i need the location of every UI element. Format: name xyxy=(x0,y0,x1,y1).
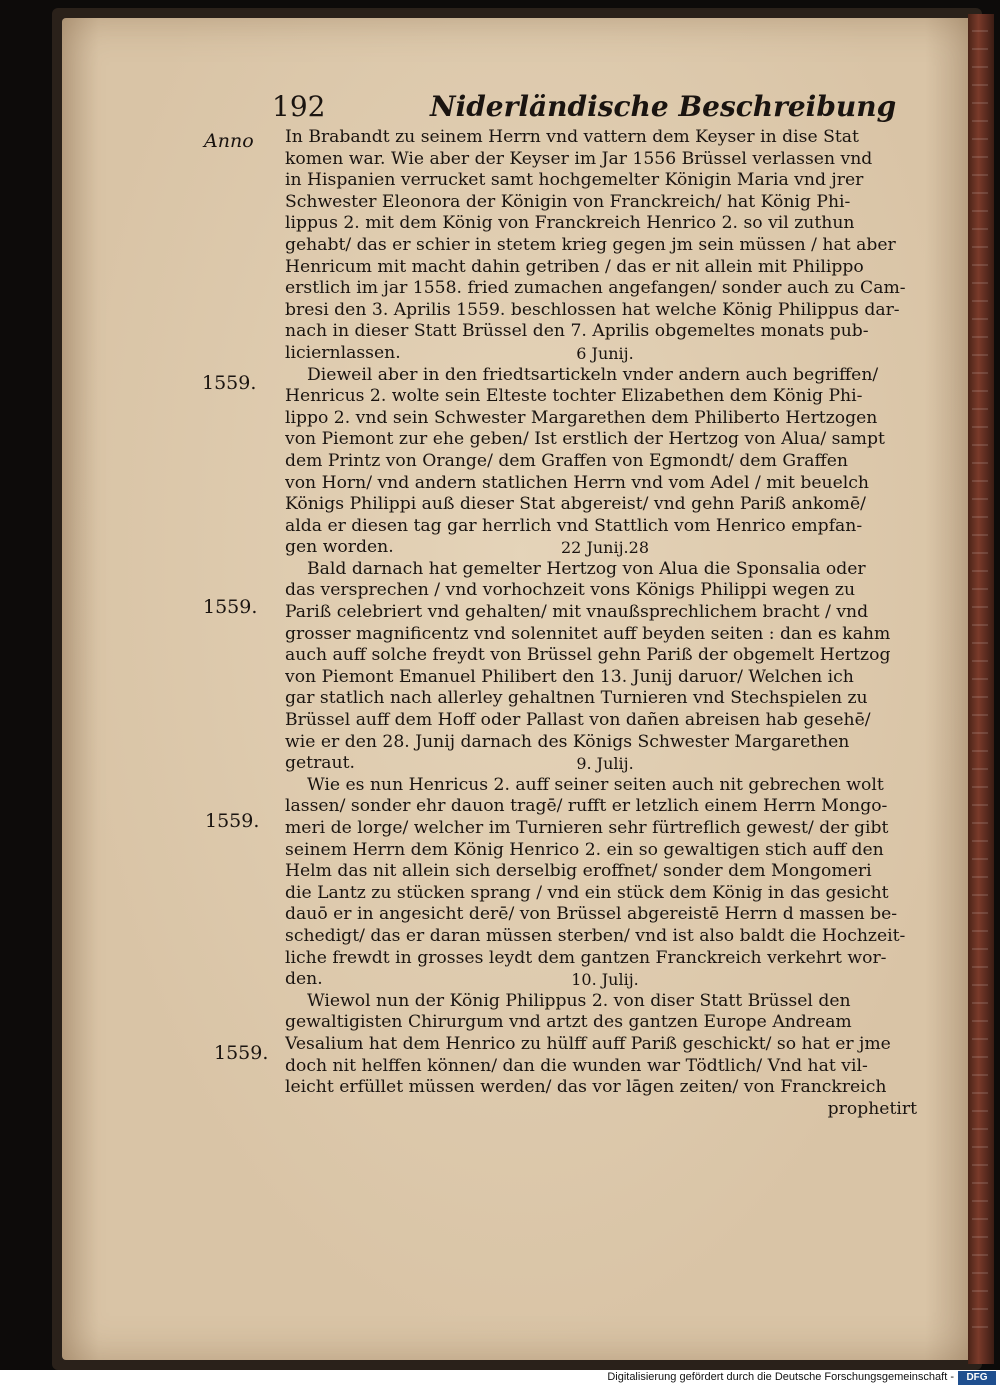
text-line: alda er diesen tag gar herrlich vnd Stattlich vom Henrico empfan- xyxy=(285,515,863,536)
text-line: den. xyxy=(285,969,323,990)
margin-year-4: 1559. xyxy=(214,1042,269,1064)
paragraph-3 xyxy=(285,559,925,775)
text-line: Henricus 2. wolte sein Elteste tochter Elizabethen dem König Phi- xyxy=(285,386,863,407)
dfg-logo: DFG xyxy=(958,1371,996,1385)
text-line: gen worden. xyxy=(285,537,394,558)
text-line: gar statlich nach allerley gehaltnen Turnieren vnd Stechspielen zu xyxy=(285,688,868,709)
text-line: Vesalium hat dem Henrico zu hülff auff Pariß geschickt/ so hat er jme xyxy=(285,1033,891,1054)
text-line: wie er den 28. Junij darnach des Königs Schwester Margarethen xyxy=(285,731,850,752)
text-line: Henricum mit macht dahin getriben / das er nit allein mit Philippo xyxy=(285,256,864,277)
margin-year-1: 1559. xyxy=(202,372,257,394)
date-note: 6 Junij. xyxy=(576,343,634,363)
text-line: das versprechen / vnd vorhochzeit vons Königs Philippi wegen zu xyxy=(285,580,856,601)
margin-year-3: 1559. xyxy=(205,810,260,832)
binding-texture xyxy=(972,30,988,1330)
paragraph-1 xyxy=(285,127,925,365)
footer-credit: Digitalisierung gefördert durch die Deutsche Forschungsgemeinschaft - xyxy=(607,1371,954,1383)
page-number: 192 xyxy=(272,90,326,123)
text-line: Königs Philippi auß dieser Stat abgereist/ vnd gehn Pariß ankomē/ xyxy=(285,494,866,515)
running-header xyxy=(272,90,912,130)
text-line: von Piemont zur ehe geben/ Ist erstlich der Hertzog von Alua/ sampt xyxy=(285,429,885,450)
text-line: gehabt/ das er schier in stetem krieg gegen jm sein müssen / hat aber xyxy=(285,234,896,255)
text-line: Bald darnach hat gemelter Hertzog von Alua die Sponsalia oder xyxy=(307,558,866,579)
text-line: komen war. Wie aber der Keyser im Jar 1556 Brüssel verlassen vnd xyxy=(285,148,873,169)
footer-bar xyxy=(0,1370,1000,1387)
margin-note-anno: Anno xyxy=(204,130,254,152)
catchword: prophetirt xyxy=(827,1098,917,1119)
text-line: leicht erfüllet müssen werden/ das vor lāgen zeiten/ von Franckreich xyxy=(285,1077,887,1098)
text-line: Helm das nit allein sich derselbig eroffnet/ sonder dem Mongomeri xyxy=(285,861,872,882)
text-line: Brüssel auff dem Hoff oder Pallast von dañen abreisen hab gesehē/ xyxy=(285,710,871,731)
text-line: von Piemont Emanuel Philibert den 13. Junij daruor/ Welchen ich xyxy=(285,666,854,687)
margin-year-2: 1559. xyxy=(203,596,258,618)
text-line: die Lantz zu stücken sprang / vnd ein stück dem König in das gesicht xyxy=(285,882,889,903)
text-line: lippus 2. mit dem König von Franckreich Henrico 2. so vil zuthun xyxy=(285,213,855,234)
paragraph-4 xyxy=(285,775,925,991)
text-line: dauō er in angesicht derē/ von Brüssel abgereistē Herrn d massen be- xyxy=(285,904,898,925)
paragraph-2 xyxy=(285,365,925,559)
date-note: 22 Junij.28 xyxy=(561,538,649,558)
text-line: getraut. xyxy=(285,753,355,774)
text-line: erstlich im jar 1558. fried zumachen angefangen/ sonder auch zu Cam- xyxy=(285,278,906,299)
text-line: Wie es nun Henricus 2. auff seiner seiten auch nit gebrechen wolt xyxy=(307,774,884,795)
text-line: In Brabandt zu seinem Herrn vnd vattern dem Keyser in dise Stat xyxy=(285,127,859,147)
text-line: liciernlassen. xyxy=(285,342,401,363)
text-line: in Hispanien verrucket samt hochgemelter Königin Maria vnd jrer xyxy=(285,170,864,191)
text-body xyxy=(285,127,925,1120)
text-line: lassen/ sonder ehr dauon tragē/ rufft er letzlich einem Herrn Mongo- xyxy=(285,796,888,817)
text-line: lippo 2. vnd sein Schwester Margarethen dem Philiberto Hertzogen xyxy=(285,407,878,428)
text-line: doch nit helffen können/ dan die wunden war Tödtlich/ Vnd hat vil- xyxy=(285,1055,868,1076)
paragraph-5 xyxy=(285,991,925,1121)
text-line: gewaltigisten Chirurgum vnd artzt des gantzen Europe Andream xyxy=(285,1012,852,1033)
text-line: Dieweil aber in den friedtsartickeln vnder andern auch begriffen/ xyxy=(307,364,879,385)
date-note: 9. Julij. xyxy=(576,754,634,774)
text-line: Pariß celebriert vnd gehalten/ mit vnaußsprechlichem bracht / vnd xyxy=(285,602,869,623)
text-line: meri de lorge/ welcher im Turnieren sehr fürtreflich gewest/ der gibt xyxy=(285,818,889,838)
text-line: dem Printz von Orange/ dem Graffen von Egmondt/ dem Graffen xyxy=(285,450,848,471)
text-line: auch auff solche freydt von Brüssel gehn Pariß der obgemelt Hertzog xyxy=(285,645,891,666)
text-line: liche frewdt in grosses leydt dem gantzen Franckreich verkehrt wor- xyxy=(285,947,887,968)
text-line: schedigt/ das er daran müssen sterben/ vnd ist also baldt die Hochzeit- xyxy=(285,925,906,946)
text-line: von Horn/ vnd andern statlichen Herrn vnd vom Adel / mit beuelch xyxy=(285,472,869,493)
page-title: Niderländische Beschreibung xyxy=(430,90,897,123)
text-line: nach in dieser Statt Brüssel den 7. Aprilis obgemeltes monats pub- xyxy=(285,321,869,342)
text-line: seinem Herrn dem König Henrico 2. ein so gewaltigen stich auff den xyxy=(285,839,884,860)
text-line: Wiewol nun der König Philippus 2. von diser Statt Brüssel den xyxy=(307,990,851,1011)
text-line: grosser magnificentz vnd solennitet auff beyden seiten : dan es kahm xyxy=(285,623,891,644)
text-line: Schwester Eleonora der Königin von Franckreich/ hat König Phi- xyxy=(285,191,851,212)
text-line: bresi den 3. Aprilis 1559. beschlossen hat welche König Philippus dar- xyxy=(285,299,900,320)
date-note: 10. Julij. xyxy=(571,970,639,990)
